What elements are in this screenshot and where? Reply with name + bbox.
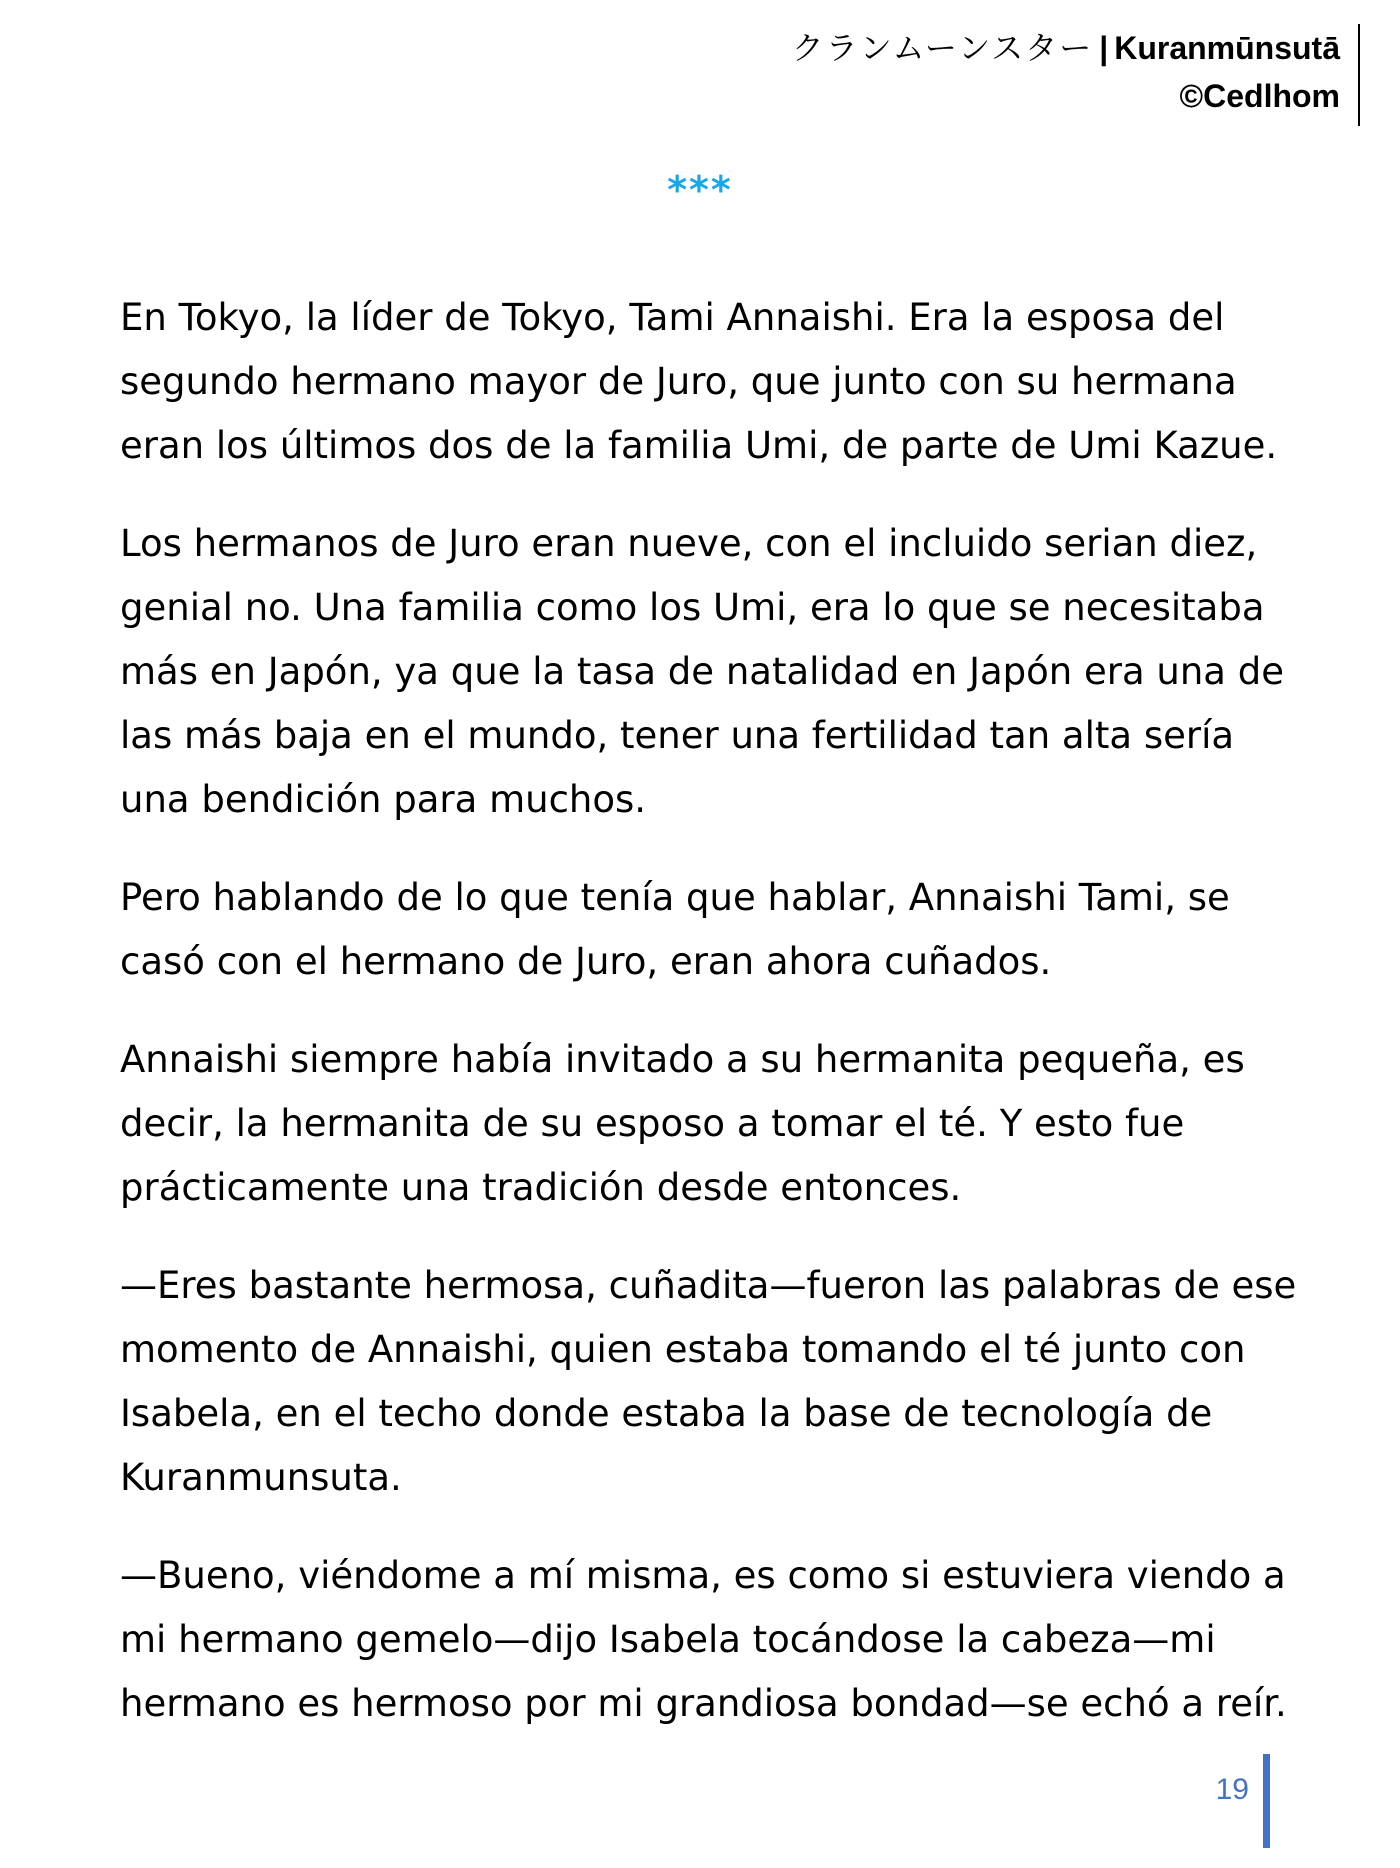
header-title-line [600,24,1340,72]
header-japanese-title: クランムーンスター [791,30,1094,66]
page-header [600,24,1360,126]
header-romaji-title: Kuranmūnsutā [1114,30,1340,66]
page-number: 19 [1170,1754,1270,1848]
header-separator: | [1099,30,1109,66]
paragraph: —Eres bastante hermosa, cuñadita—fueron las palabras de ese momento de Annaishi, quien estaba tomando el té junto con Isabela, en el techo donde estaba la base de tecnología de Kuranmunsuta. [120,1264,1297,1499]
paragraph: Annaishi siempre había invitado a su hermanita pequeña, es decir, la hermanita de su esposo a tomar el té. Y esto fue prácticamente una tradición desde entonces. [120,1038,1245,1209]
paragraph: Los hermanos de Juro eran nueve, con el incluido serian diez, genial no. Una familia como los Umi, era lo que se necesitaba más en Japón, ya que la tasa de natalidad en Japón era una de las más baja en el mundo, tener una fertilidad tan alta sería una bendición para muchos. [120,522,1284,821]
paragraph: En Tokyo, la líder de Tokyo, Tami Annaishi. Era la esposa del segundo hermano mayor de Juro, que junto con su hermana eran los últimos dos de la familia Umi, de parte de Umi Kazue. [120,296,1278,467]
header-copyright: ©Cedlhom [1179,78,1340,114]
section-separator: *** [667,168,733,212]
paragraph: Pero hablando de lo que tenía que hablar, Annaishi Tami, se casó con el hermano de Juro, eran ahora cuñados. [120,876,1230,983]
paragraph: —Bueno, viéndome a mí misma, es como si estuviera viendo a mi hermano gemelo—dijo Isabela tocándose la cabeza—mi hermano es hermoso por mi grandiosa bondad—se echó a reír. [120,1554,1287,1725]
body-text [120,286,1300,1770]
